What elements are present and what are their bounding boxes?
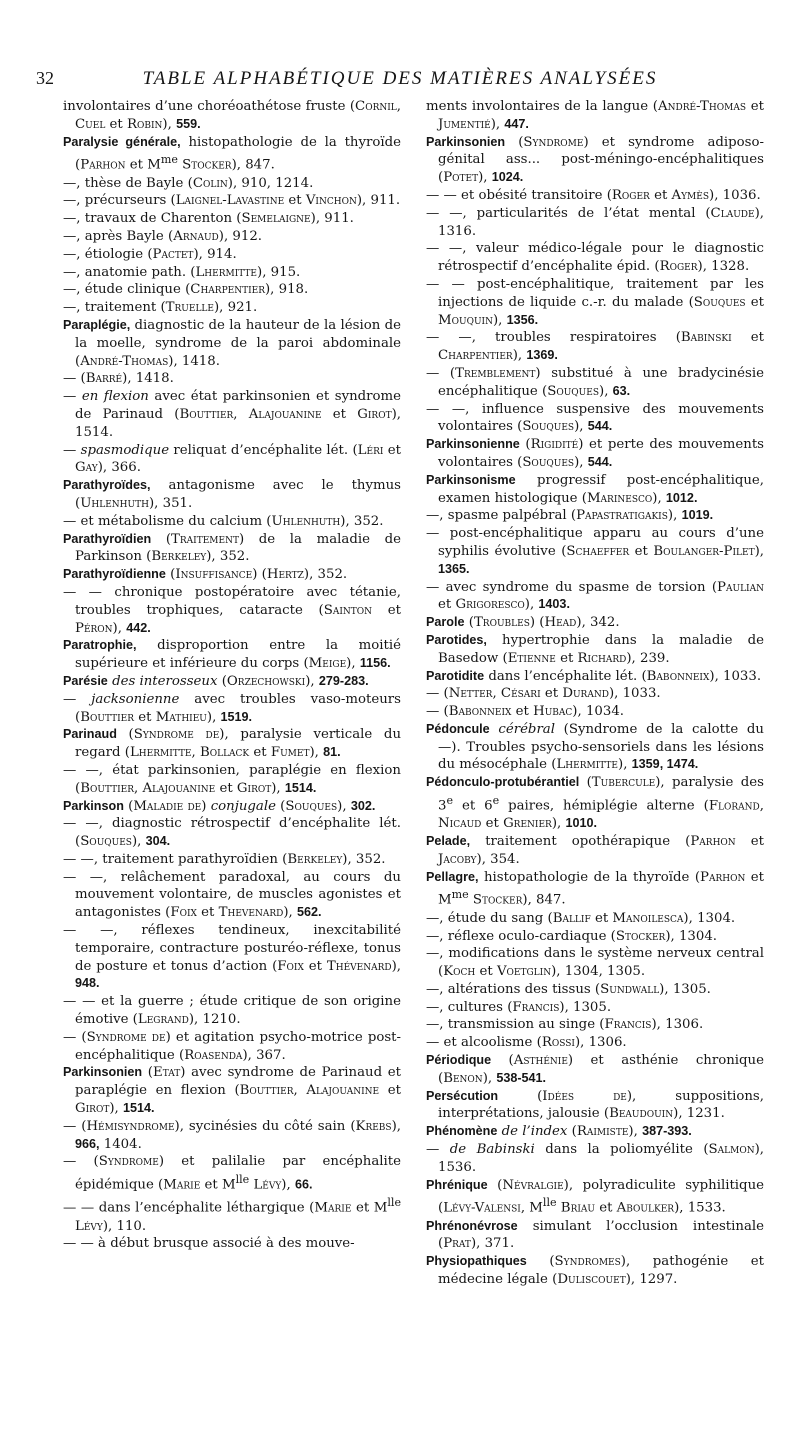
index-entry: — —, valeur médico-légale pour le diagnostic rétrospectif d’encéphalite épid. (Roger), 1328.: [426, 241, 764, 275]
index-entry: — (Babonneix et Hubac), 1034.: [426, 704, 625, 720]
index-entry: — —, réflexes tendineux, inexcitabilité temporaire, contracture posturéo-réflexe, tonus de posture et tonus d’action (Foix et Thévenard), 948.: [63, 923, 402, 991]
index-entry: — — et obésité transitoire (Roger et Aymès), 1036.: [426, 187, 761, 203]
index-entry: Parole (Troubles) (Head), 342.: [426, 615, 620, 631]
index-entry: —, spasme palpébral (Papastratigakis), 1019.: [426, 508, 714, 524]
index-entry: — —, relâchement paradoxal, au cours du mouvement volontaire, de muscles agonistes et antagonistes (Foix et Thevenard), 562.: [63, 869, 401, 921]
index-entry: —, étude clinique (Charpentier), 918.: [63, 282, 309, 298]
index-entry: — (Tremblement) substitué à une bradycinésie encéphalitique (Souques), 63.: [426, 365, 765, 399]
index-entry: Paraplégie, diagnostic de la hauteur de la lésion de la moelle, syndrome de la paroi abdominale (André-Thomas), 1418.: [63, 317, 401, 369]
index-entry: —, travaux de Charenton (Semelaigne), 911.: [63, 211, 354, 227]
index-entry: — — dans l’encéphalite léthargique (Marie et $M^{lle}$ Lévy), 110.: [63, 1196, 402, 1234]
index-entry: Pellagre, histopathologie de la thyroïde (Parhon et $M^{me}$ Stocker), 847.: [426, 869, 764, 908]
index-entry: —, précurseurs (Laignel-Lavastine et Vinchon), 911.: [63, 193, 401, 209]
index-entry: Paratrophie, disproportion entre la moitié supérieure et inférieure du corps (Meige), 1156.: [63, 638, 401, 672]
index-entry: Persécution (Idées de), suppositions, interprétations, jalousie (Beaudouin), 1231.: [426, 1088, 764, 1122]
index-entry: — spasmodique reliquat d’encéphalite lét. (Léri et Gay), 366.: [63, 442, 401, 476]
index-entry: Phrénique (Névralgie), polyradiculite syphilitique (Lévy-Valensi, $M^{lle}$ Briau et Aboulker), 1533.: [426, 1177, 765, 1216]
index-entry: — — à début brusque associé à des mouve-: [63, 1236, 355, 1252]
page-number: 32: [36, 68, 54, 88]
index-entry: —, anatomie path. (Lhermitte), 915.: [63, 264, 301, 280]
index-entry: Phrénonévrose simulant l’occlusion intestinale (Prat), 371.: [426, 1218, 764, 1252]
index-entry: — — et la guerre ; étude critique de son origine émotive (Legrand), 1210.: [63, 994, 401, 1028]
index-entry: Parkinson (Maladie de) conjugale (Souques), 302.: [63, 798, 376, 814]
index-entry: Pédonculo-protubérantiel (Tubercule), paralysie des 3e et 6e paires, hémiplégie alterne (Florand, Nicaud et Grenier), 1010.: [426, 775, 764, 832]
index-entry: Phénomène de l’index (Raimiste), 387-393.: [426, 1124, 692, 1140]
index-entry: involontaires d’une choréoathétose fruste (Cornil, Cuel et Robin), 559.: [63, 99, 401, 132]
index-entry: — —, particularités de l’état mental (Claude), 1316.: [426, 205, 764, 239]
page-header: [36, 68, 764, 92]
index-entry: — —, traitement parathyroïdien (Berkeley), 352.: [63, 851, 386, 867]
index-entry: Pédoncule cérébral (Syndrome de la calotte du —). Troubles psycho-sensoriels dans les lésions du mésocéphale (Lhermitte), 1359, 1474.: [426, 721, 764, 773]
index-entry: —, thèse de Bayle (Colin), 910, 1214.: [63, 175, 314, 191]
index-entry: — —, état parkinsonien, paraplégie en flexion (Bouttier, Alajouanine et Girot), 1514.: [63, 762, 401, 796]
index-entry: — —, influence suspensive des mouvements volontaires (Souques), 544.: [426, 401, 764, 435]
index-entry: Parkinsonienne (Rigidité) et perte des mouvements volontaires (Souques), 544.: [426, 437, 764, 470]
index-entry: —, altérations des tissus (Sundwall), 1305.: [426, 981, 711, 997]
index-entry: — (Syndrome) et palilalie par encéphalite épidémique (Marie et $M^{lle}$ Lévy), 66.: [63, 1154, 401, 1193]
index-entry: Paralysie générale, histopathologie de la thyroïde (Parhon et $M^{me}$ Stocker), 847.: [63, 134, 401, 173]
index-entry: ments involontaires de la langue (André-Thomas et Jumentié), 447.: [426, 99, 764, 132]
index-entry: Parkinsonisme progressif post-encéphalitique, examen histologique (Marinesco), 1012.: [426, 472, 764, 506]
index-entry: — — chronique postopératoire avec tétanie, troubles trophiques, cataracte (Sainton et Péron), 442.: [63, 584, 401, 636]
index-entry: —, étiologie (Pactet), 914.: [63, 246, 237, 262]
index-entry: Parathyroïdien (Traitement) de la maladie de Parkinson (Berkeley), 352.: [63, 531, 401, 565]
index-entry: — (Hémisyndrome), sycinésies du côté sain (Krebs), 966, 1404.: [63, 1118, 401, 1152]
index-entry: —, modifications dans le système nerveux central (Koch et Voetglin), 1304, 1305.: [426, 946, 764, 980]
index-entry: — —, diagnostic rétrospectif d’encéphalite lét. (Souques), 304.: [63, 816, 401, 850]
index-entry: — avec syndrome du spasme de torsion (Paulian et Grigoresco), 1403.: [426, 579, 764, 613]
index-entry: —, après Bayle (Arnaud), 912.: [63, 229, 263, 244]
index-entry: — —, troubles respiratoires (Babinski et Charpentier), 1369.: [426, 330, 764, 364]
left-column: [63, 98, 401, 1253]
index-entry: Parésie des interosseux (Orzechowski), 279-283.: [63, 673, 369, 689]
index-entry: — de Babinski dans la poliomyélite (Salmon), 1536.: [426, 1142, 764, 1175]
running-title: TABLE ALPHABÉTIQUE DES MATIÈRES ANALYSÉES: [142, 68, 658, 89]
index-entry: — jacksonienne avec troubles vaso-moteurs (Bouttier et Mathieu), 1519.: [63, 691, 401, 725]
index-entry: Parkinsonien (Syndrome) et syndrome adiposo-génital ass... post-méningo-encéphalitiques (Potet), 1024.: [426, 134, 764, 186]
index-entry: — (Syndrome de) et agitation psycho-motrice post-encéphalitique (Roasenda), 367.: [63, 1029, 401, 1063]
index-entry: —, traitement (Truelle), 921.: [63, 300, 258, 316]
index-entry: —, étude du sang (Ballif et Manoilesca), 1304.: [426, 910, 736, 926]
index-entry: Parotides, hypertrophie dans la maladie de Basedow (Etienne et Richard), 239.: [426, 632, 764, 666]
index-entry: — en flexion avec état parkinsonien et syndrome de Parinaud (Bouttier, Alajouanine et Girot), 1514.: [63, 389, 401, 440]
index-entry: —, cultures (Francis), 1305.: [426, 999, 612, 1015]
index-entry: Parathyroïdienne (Insuffisance) (Hertz), 352.: [63, 567, 348, 583]
index-entry: — — post-encéphalitique, traitement par les injections de liquide c.-r. du malade (Souques et Mouquin), 1356.: [426, 276, 764, 328]
index-entry: —, réflexe oculo-cardiaque (Stocker), 1304.: [426, 928, 718, 944]
index-entry: Parinaud (Syndrome de), paralysie verticale du regard (Lhermitte, Bollack et Fumet), 81.: [63, 727, 402, 761]
index-entry: — (Barré), 1418.: [63, 371, 174, 387]
index-entry: Périodique (Asthénie) et asthénie chronique (Benon), 538-541.: [426, 1053, 764, 1086]
index-entry: —, transmission au singe (Francis), 1306.: [426, 1017, 704, 1033]
right-column: [426, 98, 764, 1289]
index-entry: — (Netter, Césari et Durand), 1033.: [426, 686, 661, 702]
index-entry: Pelade, traitement opothérapique (Parhon et Jacoby), 354.: [426, 834, 764, 867]
index-entry: — et alcoolisme (Rossi), 1306.: [426, 1035, 627, 1051]
index-entry: Parkinsonien (Etat) avec syndrome de Parinaud et paraplégie en flexion (Bouttier, Alajouanine et Girot), 1514.: [63, 1065, 402, 1117]
index-entry: Parotidite dans l’encéphalite lét. (Babonneix), 1033.: [426, 668, 762, 684]
index-entry: Physiopathiques (Syndromes), pathogénie et médecine légale (Duliscouet), 1297.: [426, 1254, 764, 1288]
index-entry: — post-encéphalitique apparu au cours d’une syphilis évolutive (Schaeffer et Boulanger-Pilet), 1365.: [426, 526, 764, 576]
index-entry: — et métabolisme du calcium (Uhlenhuth), 352.: [63, 513, 384, 529]
index-entry: Parathyroïdes, antagonisme avec le thymus (Uhlenhuth), 351.: [63, 478, 401, 511]
